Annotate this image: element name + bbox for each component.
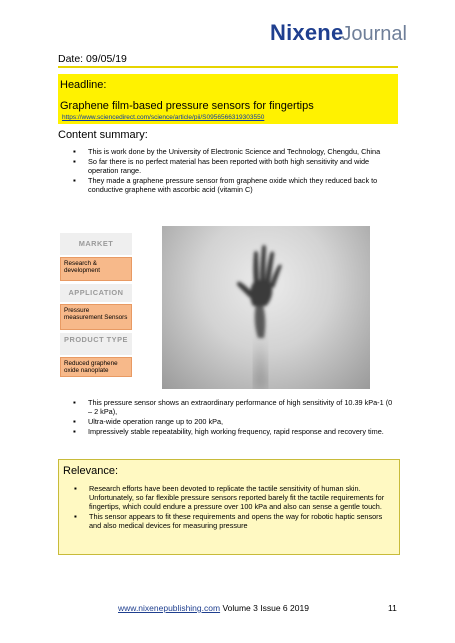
footer [118,603,309,613]
market-label: MARKET [60,233,132,255]
date-line: Date: 09/05/19 [58,50,398,68]
product-type-label: PRODUCT TYPE [60,333,132,355]
list-item: ▪ This sensor appears to fit these requirements and opens the way for robotic haptic sensors and also medical devices for measuring pressure [71,512,393,530]
list-item: ▪ They made a graphene pressure sensor from graphene oxide which they reduced back to conductive graphene with ascorbic acid (vitamin C) [70,176,395,194]
list-item: ▪ Research efforts have been devoted to replicate the tactile sensitivity of human skin. Unfortunately, so far flexible pressure sensors reported barely fit the tactile requirements for fingertips, which could endure a pressure over 100 kPa and also can sense a gentle touch. [71,484,393,511]
relevance-box [58,459,400,555]
headline-label: Headline: [60,79,107,91]
publisher-link[interactable]: www.nixenepublishing.com [118,603,221,613]
list-item: ▪ Impressively stable repeatability, high working frequency, rapid response and recovery time. [70,427,395,436]
summary-list [70,147,395,195]
logo-brand: Nixene [270,20,344,45]
application-label: APPLICATION [60,284,132,302]
relevance-list [71,484,393,531]
list-item: ▪ This pressure sensor shows an extraordinary performance of high sensitivity of 10.39 kPa-1 (0 – 2 kPa), [70,398,395,416]
hand-photo [162,226,370,389]
list-item: ▪ This is work done by the University of Electronic Science and Technology, Chengdu, China [70,147,395,156]
application-value: Pressure measurement Sensors [60,304,132,330]
category-sidebar [60,233,132,377]
article-link[interactable]: https://www.sciencedirect.com/science/article/pii/S0956566319303550 [62,114,265,121]
list-item: ▪ Ultra-wide operation range up to 200 kPa, [70,417,395,426]
product-type-value: Reduced graphene oxide nanoplate [60,357,132,377]
details-list [70,398,395,437]
hand-silhouette-icon [162,226,370,389]
headline-title: Graphene film-based pressure sensors for fingertips [60,100,314,112]
list-item: ▪ So far there is no perfect material has been reported with both high sensitivity and wide operation range. [70,157,395,175]
relevance-title: Relevance: [63,465,119,477]
headline-box [58,74,398,124]
issue-info: Volume 3 Issue 6 2019 [222,603,309,613]
market-value: Research & development [60,257,132,281]
summary-title: Content summary: [58,129,148,141]
page-number: 11 [388,603,397,613]
journal-logo [270,20,407,46]
logo-journal: Journal [341,23,407,45]
